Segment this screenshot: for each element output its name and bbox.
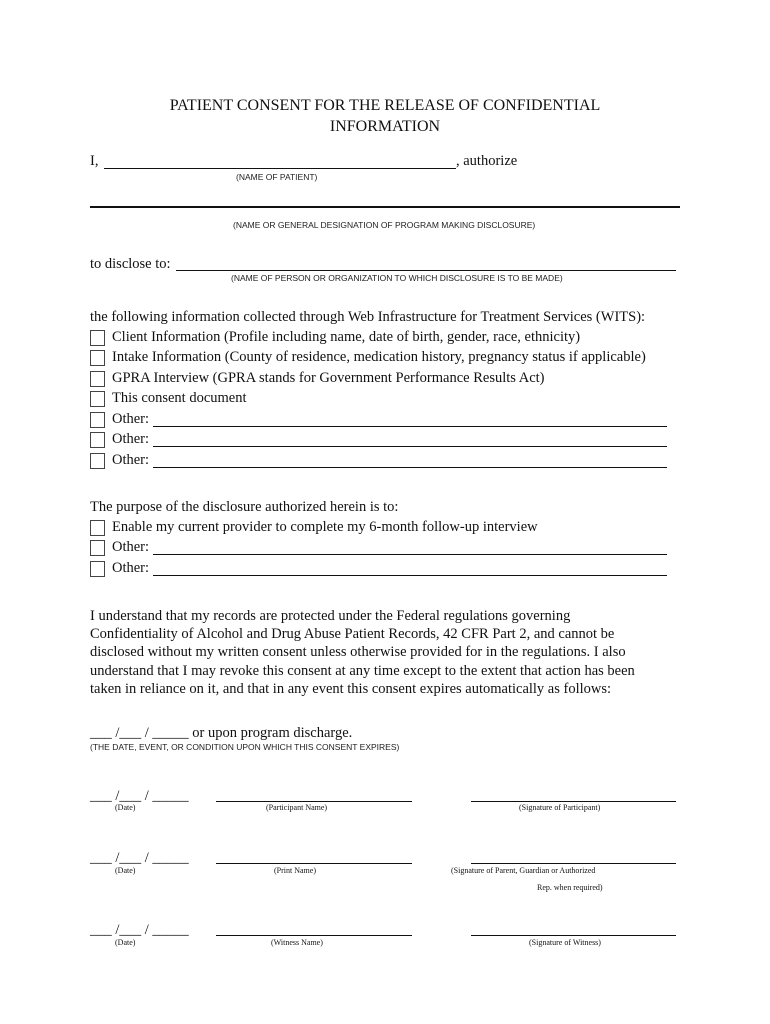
patient-name-caption: (NAME OF PATIENT): [236, 172, 318, 182]
information-other-1-field[interactable]: [153, 426, 667, 427]
patient-name-field[interactable]: [104, 168, 456, 169]
option-purpose-other-2: Other:: [112, 560, 150, 576]
option-purpose-other-1: Other:: [112, 539, 150, 555]
checkbox-follow-up-interview[interactable]: [90, 520, 105, 536]
option-consent-document: This consent document: [112, 390, 247, 406]
statement-line-1: I understand that my records are protected under the Federal regulations governing: [90, 608, 571, 624]
disclose-to-field[interactable]: [176, 270, 676, 271]
checkbox-client-information[interactable]: [90, 330, 105, 346]
expiry-caption: (THE DATE, EVENT, OR CONDITION UPON WHICH THIS CONSENT EXPIRES): [90, 742, 400, 752]
information-intro: the following information collected through Web Infrastructure for Treatment Services (WITS):: [90, 309, 646, 325]
information-other-2-field[interactable]: [153, 446, 667, 447]
guardian-signature-caption: (Signature of Parent, Guardian or Authorized: [451, 866, 596, 875]
disclose-to-label: to disclose to:: [90, 256, 171, 272]
patient-suffix: , authorize: [456, 153, 518, 169]
signature-2-date-field[interactable]: ___ /___ / _____: [90, 850, 189, 866]
option-follow-up-interview: Enable my current provider to complete my 6-month follow-up interview: [112, 519, 538, 535]
form-title-line-1: PATIENT CONSENT FOR THE RELEASE OF CONFIDENTIAL: [169, 97, 601, 114]
statement-line-5: taken in reliance on it, and that in any event this consent expires automatically as follows:: [90, 680, 612, 697]
checkbox-gpra-interview[interactable]: [90, 371, 105, 387]
program-caption: (NAME OR GENERAL DESIGNATION OF PROGRAM MAKING DISCLOSURE): [233, 220, 536, 230]
signature-1-date-caption: (Date): [115, 803, 136, 812]
statement-line-3: disclosed without my written consent unless otherwise provided for in the regulations. I also: [90, 644, 626, 661]
statement-line-4: understand that I may revoke this consent at any time except to the extent that action has been: [90, 662, 635, 679]
program-name-field[interactable]: [90, 206, 680, 208]
participant-name-caption: (Participant Name): [266, 803, 328, 812]
checkbox-purpose-other-2[interactable]: [90, 561, 105, 577]
checkbox-information-other-3[interactable]: [90, 453, 105, 469]
option-information-other-1: Other:: [112, 411, 150, 427]
information-other-3-field[interactable]: [153, 467, 667, 468]
signature-3-date-field[interactable]: ___ /___ / _____: [90, 922, 189, 938]
participant-signature-field[interactable]: [471, 801, 676, 802]
checkbox-purpose-other-1[interactable]: [90, 540, 105, 556]
guardian-signature-field[interactable]: [471, 863, 676, 864]
witness-name-field[interactable]: [216, 935, 412, 936]
statement-line-2: Confidentiality of Alcohol and Drug Abuse Patient Records, 42 CFR Part 2, and cannot be: [90, 626, 615, 643]
witness-signature-caption: (Signature of Witness): [529, 938, 601, 947]
purpose-other-1-field[interactable]: [153, 554, 667, 555]
option-intake-information: Intake Information (County of residence, medication history, pregnancy status if applicable): [112, 349, 646, 365]
print-name-field[interactable]: [216, 863, 412, 864]
checkbox-information-other-2[interactable]: [90, 432, 105, 448]
guardian-signature-caption-2: Rep. when required): [537, 883, 603, 892]
option-gpra-interview: GPRA Interview (GPRA stands for Government Performance Results Act): [112, 370, 545, 386]
witness-signature-field[interactable]: [471, 935, 676, 936]
checkbox-intake-information[interactable]: [90, 350, 105, 366]
checkbox-information-other-1[interactable]: [90, 412, 105, 428]
signature-3-date-caption: (Date): [115, 938, 136, 947]
purpose-intro: The purpose of the disclosure authorized herein is to:: [90, 499, 399, 515]
expiry-line[interactable]: ___ /___ / _____ or upon program discharge.: [90, 725, 353, 741]
disclose-to-caption: (NAME OF PERSON OR ORGANIZATION TO WHICH DISCLOSURE IS TO BE MADE): [231, 273, 563, 283]
participant-name-field[interactable]: [216, 801, 412, 802]
signature-2-date-caption: (Date): [115, 866, 136, 875]
consent-statement: [90, 607, 690, 698]
checkbox-consent-document[interactable]: [90, 391, 105, 407]
option-information-other-3: Other:: [112, 452, 150, 468]
form-title-line-2: INFORMATION: [329, 118, 441, 135]
participant-signature-caption: (Signature of Participant): [519, 803, 601, 812]
option-information-other-2: Other:: [112, 431, 150, 447]
print-name-caption: (Print Name): [274, 866, 316, 875]
purpose-other-2-field[interactable]: [153, 575, 667, 576]
option-client-information: Client Information (Profile including name, date of birth, gender, race, ethnicity): [112, 329, 581, 345]
signature-1-date-field[interactable]: ___ /___ / _____: [90, 788, 189, 804]
witness-name-caption: (Witness Name): [271, 938, 323, 947]
patient-prefix: I,: [90, 153, 99, 169]
